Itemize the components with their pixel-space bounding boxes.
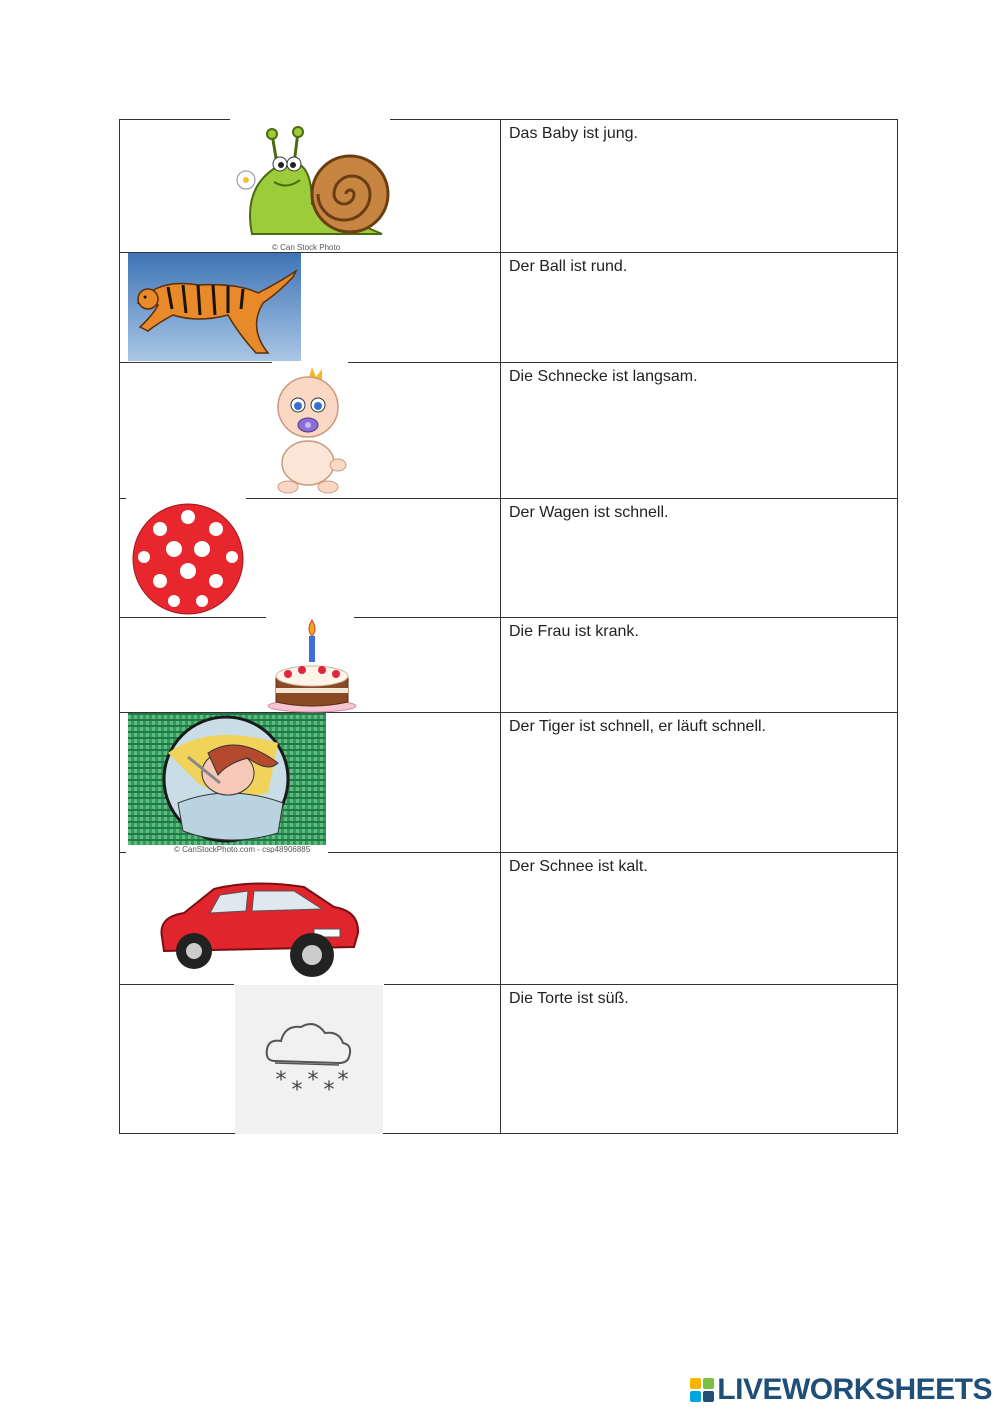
- sentence-text: Der Schnee ist kalt.: [501, 853, 898, 985]
- picture-cell: [120, 853, 501, 985]
- sick-woman-image[interactable]: [128, 713, 326, 853]
- image-credit: © Can Stock Photo: [272, 243, 341, 252]
- matching-table: [119, 119, 898, 1134]
- logo-text: LIVEWORKSHEETS: [717, 1373, 992, 1406]
- ball-image[interactable]: [130, 501, 246, 617]
- picture-cell: [120, 618, 501, 713]
- baby-image[interactable]: [268, 363, 352, 499]
- sentence-text: Der Ball ist rund.: [501, 253, 898, 363]
- svg-text:*: *: [291, 1078, 303, 1103]
- sentence-text: Die Frau ist krank.: [501, 618, 898, 713]
- sentence-text: Die Torte ist süß.: [501, 985, 898, 1134]
- svg-text:*: *: [337, 1068, 349, 1093]
- logo-grid-icon: [690, 1378, 714, 1402]
- car-image[interactable]: [154, 867, 364, 979]
- svg-text:*: *: [323, 1078, 335, 1103]
- svg-text:*: *: [307, 1068, 319, 1093]
- snow-cloud-image[interactable]: [235, 985, 383, 1134]
- cake-image[interactable]: [266, 618, 358, 713]
- sentence-text: Der Wagen ist schnell.: [501, 499, 898, 618]
- sentence-text: Das Baby ist jung.: [501, 120, 898, 253]
- picture-cell: [120, 120, 501, 253]
- sentence-text: Der Tiger ist schnell, er läuft schnell.: [501, 713, 898, 853]
- sentence-text: Die Schnecke ist langsam.: [501, 363, 898, 499]
- snail-image[interactable]: [232, 124, 392, 252]
- image-credit: © CanStockPhoto.com - csp48906885: [174, 845, 311, 853]
- picture-cell: [120, 985, 501, 1134]
- picture-cell: [120, 363, 501, 499]
- liveworksheets-logo[interactable]: [690, 1373, 992, 1407]
- tiger-image[interactable]: [128, 253, 301, 361]
- picture-cell: [120, 713, 501, 853]
- picture-cell: [120, 499, 501, 618]
- svg-text:*: *: [275, 1068, 287, 1093]
- picture-cell: [120, 253, 501, 363]
